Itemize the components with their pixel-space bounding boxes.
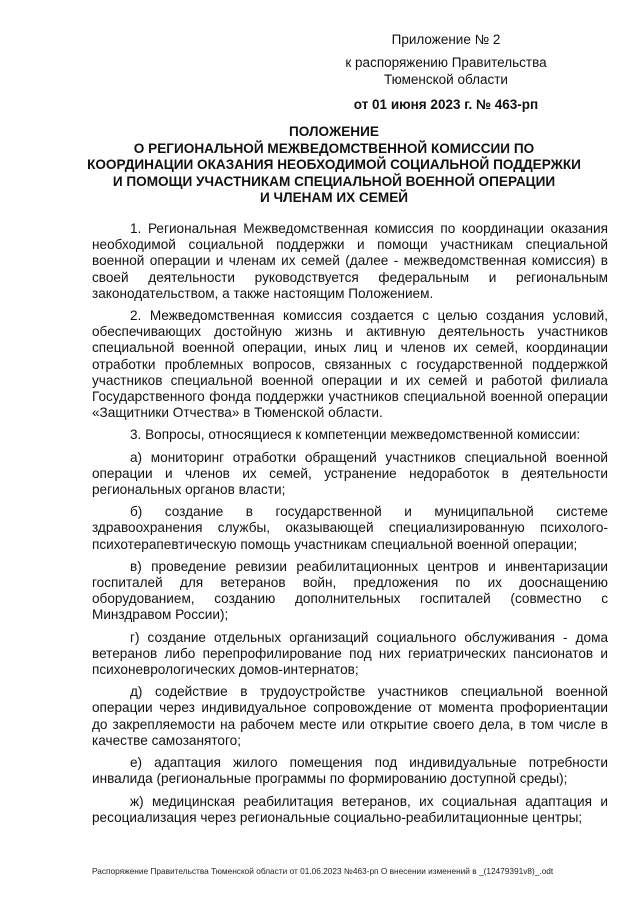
title-line: И ПОМОЩИ УЧАСТНИКАМ СПЕЦИАЛЬНОЙ ВОЕННОЙ ОПЕРАЦИИ bbox=[112, 173, 556, 189]
list-item-g: г) создание отдельных организаций социального обслуживания - дома ветеранов либо перепрофилирование под них гериатрических пансионатов и психоневрологических домов-интернатов; bbox=[92, 629, 608, 678]
document-body bbox=[92, 221, 608, 832]
paragraph-3: 3. Вопросы, относящиеся к компетенции межведомственной комиссии: bbox=[130, 427, 581, 443]
paragraph-1: 1. Региональная Межведомственная комиссия по координации оказания необходимой социальной поддержки и помощи участникам специальной военной операции и членам их семей (далее - межведомственная комиссия) в своей деятельности руководствуется федеральным и региональным законодательством, а также настоящим Положением. bbox=[92, 221, 608, 301]
title-line: ПОЛОЖЕНИЕ bbox=[289, 124, 379, 139]
list-item-e: е) адаптация жилого помещения под индивидуальные потребности инвалида (региональные программы по формированию доступной среды); bbox=[92, 755, 608, 787]
document-header bbox=[316, 31, 576, 113]
document-footer: Распоряжение Правительства Тюменской области от 01.06.2023 №463-рп О внесении изменений в _(12479391v8)_.odt bbox=[92, 866, 554, 876]
title-line: КООРДИНАЦИИ ОКАЗАНИЯ НЕОБХОДИМОЙ СОЦИАЛЬНОЙ ПОДДЕРЖКИ bbox=[87, 157, 581, 172]
title-line: И ЧЛЕНАМ ИХ СЕМЕЙ bbox=[259, 190, 409, 205]
order-reference: к распоряжению Правительства bbox=[345, 55, 547, 70]
list-item-v: в) проведение ревизии реабилитационных центров и инвентаризации госпиталей для ветеранов войн, предложения по их дооснащению оборудованием, созданию дополнительных госпиталей (совместно с Минздравом России); bbox=[92, 558, 608, 623]
annex-number: Приложение № 2 bbox=[391, 32, 501, 47]
decree-date-number: от 01 июня 2023 г. № 463-рп bbox=[353, 97, 539, 112]
region-name: Тюменской области bbox=[384, 72, 508, 87]
list-item-zh: ж) медицинская реабилитация ветеранов, их социальная адаптация и ресоциализация через региональные социально-реабилитационные центры; bbox=[92, 793, 608, 825]
list-item-a: а) мониторинг отработки обращений участников специальной военной операции и членов их семей, устранение недоработок в деятельности региональных органов власти; bbox=[92, 449, 608, 498]
list-item-d: д) содействие в трудоустройстве участников специальной военной операции через индивидуальное сопровождение от момента профориентации до закрепляемости на рабочем месте или открытие своего дела, в том числе в качестве самозанятого; bbox=[92, 684, 608, 748]
paragraph-2: 2. Межведомственная комиссия создается с целью создания условий, обеспечивающих достойную жизнь и активную деятельность участников специальной военной операции, иных лиц и членов их семей, координации отработки проблемных вопросов, связанных с государственной поддержкой участников специальной военной операции и их семей и работой филиала Государственного фонда поддержки участников специальной военной операции «Защитники Отчества» в Тюменской области. bbox=[92, 308, 608, 421]
title-line: О РЕГИОНАЛЬНОЙ МЕЖВЕДОМСТВЕННОЙ КОМИССИИ ПО bbox=[133, 140, 535, 156]
list-item-b: б) создание в государственной и муниципальной системе здравоохранения службы, оказывающей специализированную психолого-психотерапевтическую помощь участникам специальной военной операции; bbox=[92, 504, 608, 552]
document-title bbox=[80, 124, 588, 207]
